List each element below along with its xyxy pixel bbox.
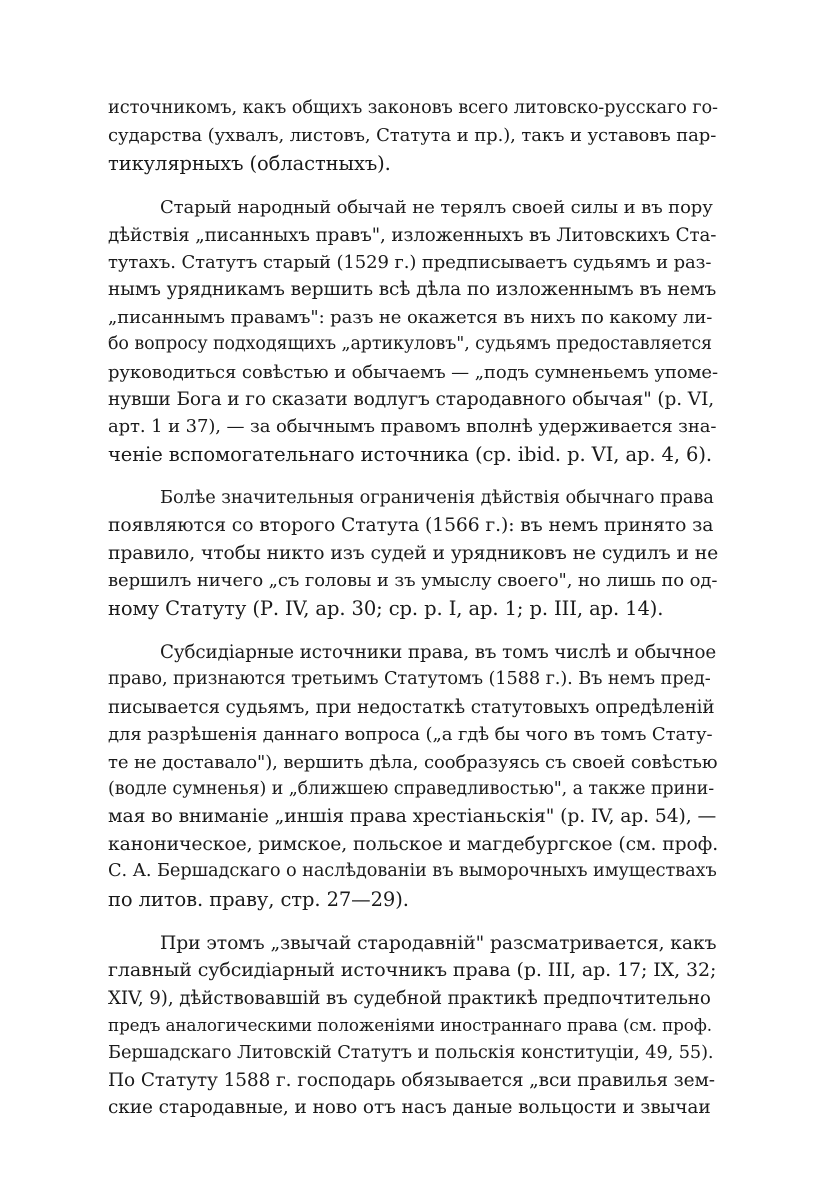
text-line: сударства (ухвалъ, листовъ, Статута и пр.), такъ и уставовъ пар- [108,125,717,147]
text-line: „писаннымъ правамъ": разъ не окажется въ нихъ по какому ли- [108,306,713,328]
text-line: мая во вниманіе „иншія права хрестіаньскія" (р. IV, ар. 54), — [108,806,717,828]
text-line: Болѣе значительныя ограниченія дѣйствія обычнаго права [160,488,714,509]
text-line: источникомъ, какъ общихъ законовъ всего литовско-русскаго го- [108,98,718,118]
text-line: При этомъ „звычай стародавній" разсматривается, какъ [160,932,717,954]
text-line: XIV, 9), дѣйствовавшій въ судебной практикѣ предпочтительно [108,987,711,1009]
text-line: появляются со второго Статута (1566 г.): въ немъ принято за [108,515,714,537]
text-line: тутахъ. Статутъ старый (1529 г.) предписываетъ судьямъ и раз- [108,251,712,273]
paragraph-1 [108,95,718,177]
text-line: нувши Бога и го сказати водлугъ стародавного обычая" (р. VI, [108,388,715,410]
text-line: С. А. Бершадскаго о наслѣдованіи въ выморочныхъ имуществахъ [108,861,717,882]
text-line: тикулярныхъ (областныхъ). [108,151,391,175]
text-line: (водле сумненья) и „ближшею справедливостью", а также прини- [108,778,715,799]
page-text [108,95,718,1139]
text-line: ченіе вспомогательнаго источника (ср. ibid. р. VI, ар. 4, 6). [108,442,712,466]
text-line: право, признаются третьимъ Статутомъ (1588 г.). Въ немъ пред- [108,669,711,690]
text-line: ские стародавные, и ново отъ насъ даные вольцости и звычаи [108,1097,711,1119]
text-line: для разрѣшенія даннаго вопроса („а гдѣ бы чого въ томъ Стату- [108,724,713,746]
text-line: правило, чтобы никто изъ судей и урядниковъ не судилъ и не [108,542,719,564]
text-line: те не доставало"), вершить дѣла, сообразуясь съ своей совѣстью [108,751,718,773]
text-line: Субсидіарные источники права, въ томъ числѣ и обычное [160,642,717,664]
text-line: ному Статуту (Р. IV, ар. 30; ср. р. I, ар. 1; р. III, ар. 14). [108,596,664,620]
paragraph-2 [108,194,718,468]
text-line: каноническое, римское, польское и магдебургское (см. проф. [108,833,719,855]
text-line: арт. 1 и 37), — за обычнымъ правомъ вполнѣ удерживается зна- [108,416,717,438]
text-line: руководиться совѣстью и обычаемъ — „подъ сумненьемъ упоме- [108,361,718,383]
paragraph-5 [108,930,718,1122]
text-line: нымъ урядникамъ вершить всѣ дѣла по изложеннымъ въ немъ [108,279,717,301]
text-line: Бершадскаго Литовскій Статутъ и польскія конституціи, 49, 55). [108,1042,714,1063]
text-line: Старый народный обычай не терялъ своей силы и въ пору [160,197,713,219]
text-line: дѣйствія „писанныхъ правъ", изложенныхъ въ Литовскихъ Ста- [108,224,717,246]
text-line: бо вопросу подходящихъ „артикуловъ", судьямъ предоставляется [108,334,712,355]
paragraph-3 [108,485,718,622]
text-line: предъ аналогическими положеніями иностраннаго права (см. проф. [108,1015,712,1036]
text-line: писывается судьямъ, при недостаткѣ статутовыхъ опредѣленій [108,696,715,718]
paragraph-4 [108,639,718,913]
text-line: вершилъ ничего „съ головы и зъ умыслу своего", но лишь по од- [108,570,718,592]
text-line: главный субсидіарный источникъ права (р. III, ар. 17; IX, 32; [108,959,717,982]
text-line: по литов. праву, стр. 27—29). [108,887,409,911]
text-line: По Статуту 1588 г. господарь обязывается „вси правилья зем- [108,1069,715,1091]
